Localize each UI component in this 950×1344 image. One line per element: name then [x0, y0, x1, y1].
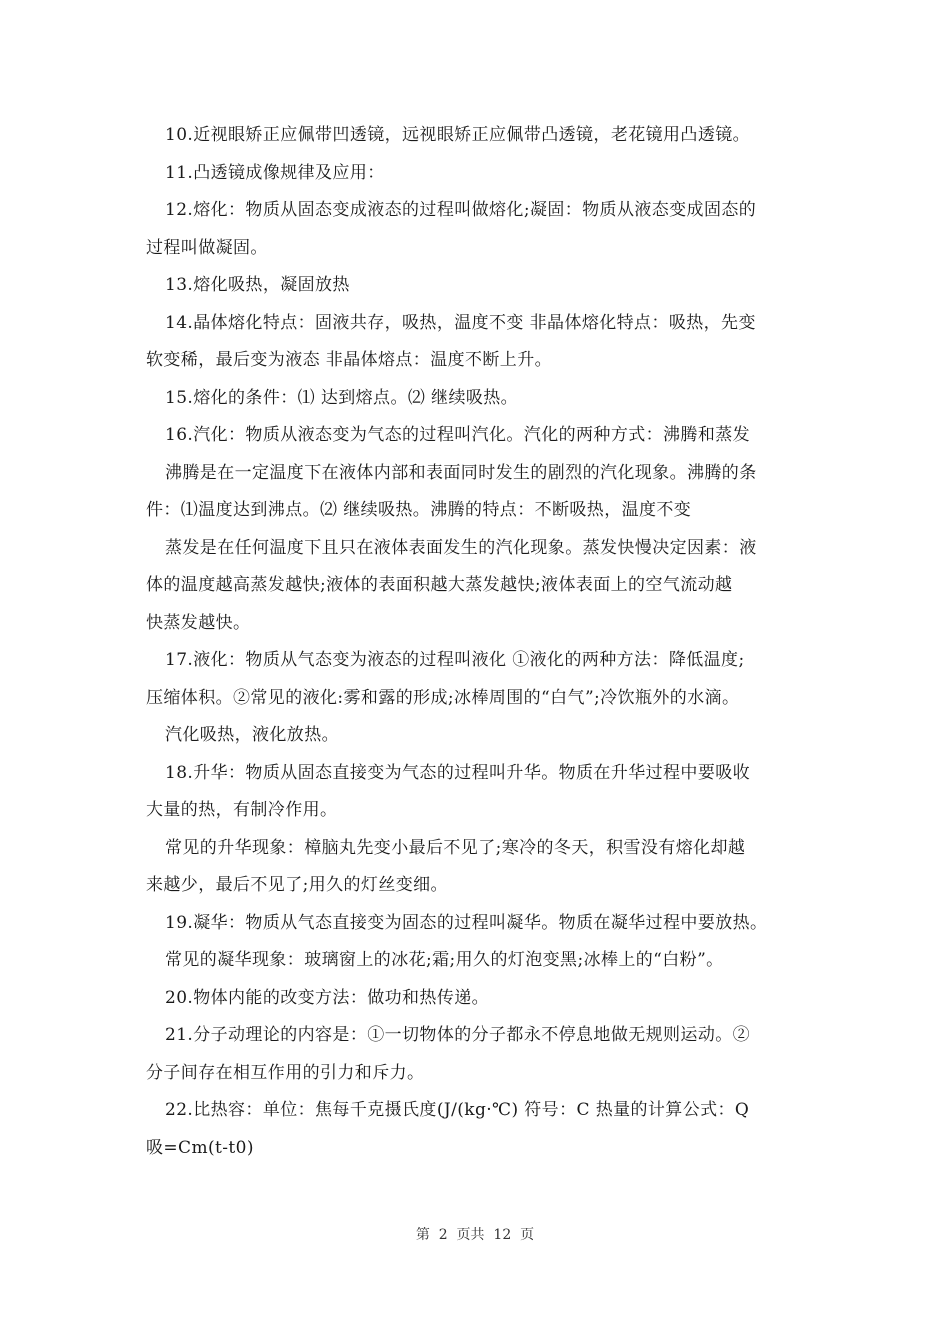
page-footer: 第 2 页共 12 页	[415, 1227, 535, 1243]
text-line: 压缩体积。②常见的液化:雾和露的形成;冰棒周围的“白气”;冷饮瓶外的水滴。	[146, 687, 740, 708]
text-line: 15.熔化的条件：⑴ 达到熔点。⑵ 继续吸热。	[165, 387, 519, 408]
text-line: 沸腾是在一定温度下在液体内部和表面同时发生的剧烈的汽化现象。沸腾的条	[165, 462, 757, 483]
text-line: 常见的升华现象：樟脑丸先变小最后不见了;寒冷的冬天，积雪没有熔化却越	[165, 837, 746, 858]
text-line: 吸=Cm(t-t0)	[146, 1137, 254, 1158]
text-line: 10.近视眼矫正应佩带凹透镜，远视眼矫正应佩带凸透镜，老花镜用凸透镜。	[165, 125, 751, 145]
text-line: 12.熔化：物质从固态变成液态的过程叫做熔化;凝固：物质从液态变成固态的	[165, 200, 757, 220]
text-line: 17.液化：物质从气态变为液态的过程叫液化 ①液化的两种方法：降低温度;	[165, 650, 745, 670]
text-line: 体的温度越高蒸发越快;液体的表面积越大蒸发越快;液体表面上的空气流动越	[146, 575, 733, 595]
text-line: 过程叫做凝固。	[146, 237, 268, 258]
text-line: 汽化吸热，液化放热。	[165, 725, 339, 745]
text-line: 来越少，最后不见了;用久的灯丝变细。	[146, 875, 448, 895]
text-line: 19.凝华：物质从气态直接变为固态的过程叫凝华。物质在凝华过程中要放热。	[165, 912, 768, 933]
text-line: 蒸发是在任何温度下且只在液体表面发生的汽化现象。蒸发快慢决定因素：液	[165, 537, 757, 558]
text-line: 件：⑴温度达到沸点。⑵ 继续吸热。沸腾的特点：不断吸热，温度不变	[146, 500, 692, 520]
text-line: 13.熔化吸热，凝固放热	[165, 275, 350, 295]
text-line: 14.晶体熔化特点：固液共存，吸热，温度不变 非晶体熔化特点：吸热，先变	[165, 312, 756, 333]
text-line: 21.分子动理论的内容是：①一切物体的分子都永不停息地做无规则运动。②	[165, 1025, 751, 1045]
text-line: 大量的热，有制冷作用。	[146, 800, 338, 820]
text-line: 11.凸透镜成像规律及应用：	[165, 162, 385, 183]
text-line: 22.比热容：单位：焦每千克摄氏度(J/(kg·℃) 符号：C 热量的计算公式：Q	[165, 1100, 750, 1120]
text-line: 常见的凝华现象：玻璃窗上的冰花;霜;用久的灯泡变黑;冰棒上的“白粉”。	[165, 950, 724, 970]
text-line: 16.汽化：物质从液态变为气态的过程叫汽化。汽化的两种方式：沸腾和蒸发	[165, 425, 751, 445]
text-line: 18.升华：物质从固态直接变为气态的过程叫升华。物质在升华过程中要吸收	[165, 762, 751, 783]
text-line: 软变稀，最后变为液态 非晶体熔点：温度不断上升。	[146, 350, 553, 370]
text-line: 快蒸发越快。	[146, 612, 251, 633]
text-line: 20.物体内能的改变方法：做功和热传递。	[165, 987, 490, 1008]
text-line: 分子间存在相互作用的引力和斥力。	[146, 1062, 425, 1083]
document-body	[146, 117, 810, 1167]
